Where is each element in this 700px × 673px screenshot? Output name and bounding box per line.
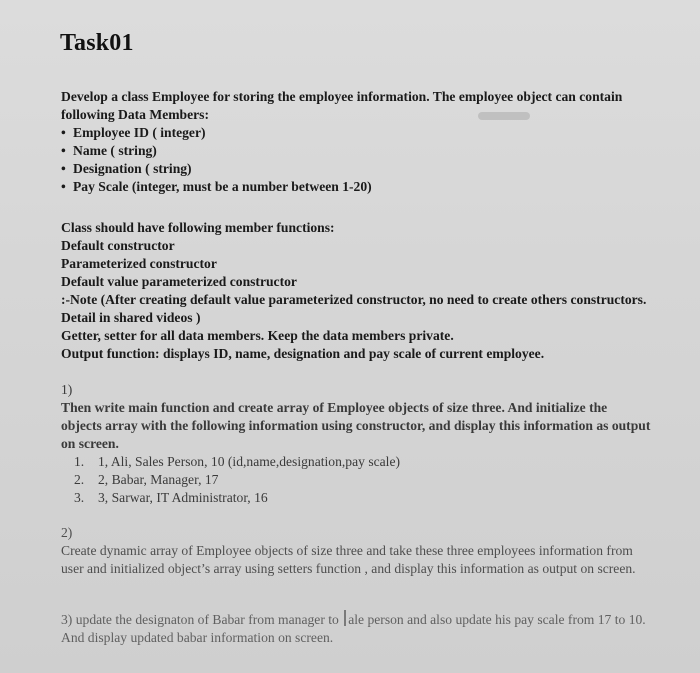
- q2-text: Create dynamic array of Employee objects of size three and take these three employees information from user and initialized object’s array using setters function , and display this information as output on screen.: [61, 543, 636, 576]
- q1-text: Then write main function and create array of Employee objects of size three. And initialize the objects array with the following information using constructor, and display this information as output on screen.: [61, 400, 651, 451]
- intro-text: Develop a class Employee for storing the employee information. The employee object can contain following Data Members:: [61, 89, 623, 122]
- q1-row: [61, 471, 651, 489]
- function-item: Output function: displays ID, name, designation and pay scale of current employee.: [61, 346, 545, 361]
- function-note: :-Note (After creating default value parameterized constructor, no need to create others constructors. Detail in shared videos ): [61, 292, 647, 325]
- member-name: Employee ID: [73, 125, 149, 140]
- member-type: ( string): [145, 161, 192, 176]
- member-item: [61, 178, 651, 196]
- q2-number: 2): [61, 525, 73, 540]
- q1-row-number: 2.: [74, 472, 85, 487]
- member-type: ( integer): [152, 125, 206, 140]
- functions-section: [61, 219, 651, 363]
- functions-heading: Class should have following member functions:: [61, 220, 335, 235]
- q1-row-text: 3, Sarwar, IT Administrator, 16: [98, 490, 268, 505]
- member-name: Pay Scale: [73, 179, 129, 194]
- q1-number: 1): [61, 382, 73, 397]
- q1-row-number: 3.: [74, 490, 85, 505]
- function-item: Default constructor: [61, 238, 175, 253]
- function-item: Default value parameterized constructor: [61, 274, 297, 289]
- question-2: [61, 524, 651, 578]
- text-cursor-icon: [344, 610, 346, 626]
- question-1: [61, 381, 651, 507]
- q1-row: [61, 489, 651, 507]
- q3-text-after: ale person and also update his pay scale from 17 to 10. And display updated babar information on screen.: [61, 612, 646, 645]
- member-type: ( string): [110, 143, 157, 158]
- member-name: Designation: [73, 161, 142, 176]
- member-type: (integer, must be a number between 1-20): [131, 179, 372, 194]
- member-item: [61, 160, 651, 178]
- page-title: Task01: [60, 30, 134, 56]
- function-item: Getter, setter for all data members. Keep the data members private.: [61, 328, 454, 343]
- member-name: Name: [73, 143, 107, 158]
- member-item: [61, 124, 651, 142]
- question-3: [61, 610, 651, 647]
- q3-text-before: 3) update the designaton of Babar from manager to: [61, 612, 343, 627]
- q1-row: [61, 453, 651, 471]
- intro-section: [61, 88, 651, 196]
- function-item: Parameterized constructor: [61, 256, 217, 271]
- q1-row-text: 1, Ali, Sales Person, 10 (id,name,designation,pay scale): [98, 454, 401, 469]
- q1-row-number: 1.: [74, 454, 85, 469]
- data-members-list: [61, 124, 651, 196]
- member-item: [61, 142, 651, 160]
- q1-row-text: 2, Babar, Manager, 17: [98, 472, 219, 487]
